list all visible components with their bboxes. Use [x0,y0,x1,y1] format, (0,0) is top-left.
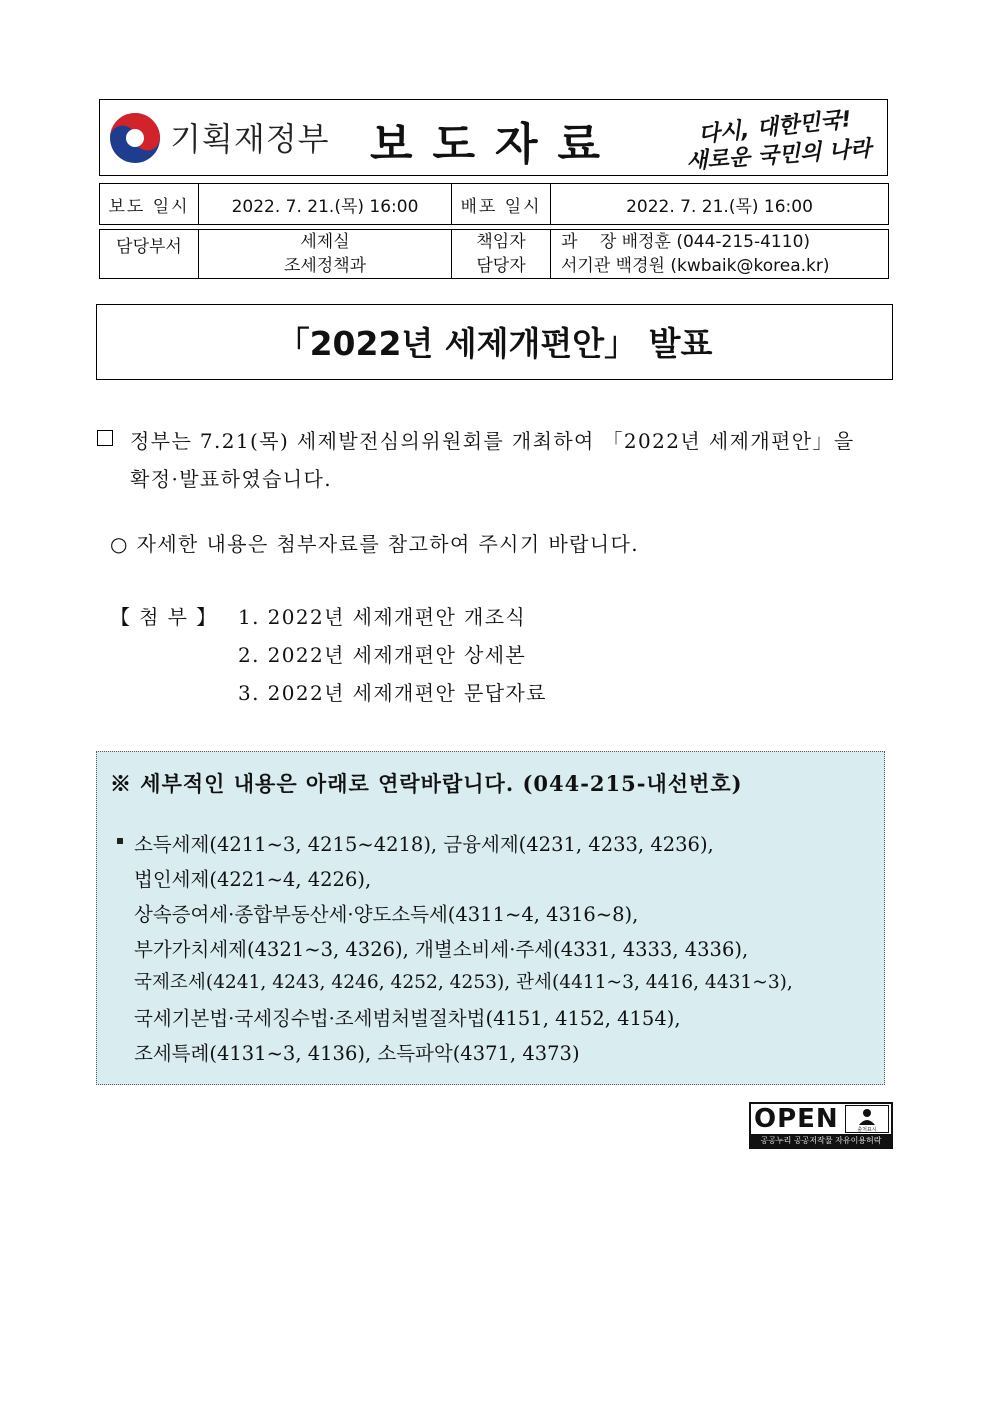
body-paragraph-1-line-1: 정부는 7.21(목) 세제발전심의위원회를 개최하여 「2022년 세제개편안」을 [130,429,855,453]
contact-person-cell [551,230,889,279]
contact-line-4: 부가가치세제(4321~3, 4326), 개별소비세·주세(4331, 4333, 4336), [134,938,749,961]
body-paragraph-2: ○ 자세한 내용은 첨부자료를 참고하여 주시기 바랍니다. [110,532,639,556]
department-label: 담당부서 [100,230,199,279]
open-license-footer: 공공누리 공공저작물 자유이용허락 [751,1134,891,1147]
contact-line-2: 법인세제(4221~4, 4226), [134,868,372,891]
role-cell [452,230,551,279]
distribution-date-label: 배포 일시 [452,184,551,225]
ministry-name: 기획재정부 [170,120,330,158]
person-icon [846,1106,888,1132]
contact-line-6: 국세기본법·국세징수법·조세범처벌절차법(4151, 4152, 4154), [134,1007,681,1030]
release-date-table [99,183,889,225]
attachment-item-3: 3. 2022년 세제개편안 문답자료 [238,681,547,705]
department-cell [199,230,452,279]
attribution-icon [845,1105,889,1133]
body-paragraph-1-line-2: 확정·발표하였습니다. [130,467,332,491]
department-division: 조세정책과 [283,256,367,276]
press-date-label: 보도 일시 [100,184,199,225]
attachment-item-1: 1. 2022년 세제개편안 개조식 [238,605,527,629]
department-table [99,229,889,279]
attachment-label: 【 첨 부 】 [110,605,218,629]
document-type-title: 보도자료 [370,119,621,170]
bullet-icon [117,838,123,844]
contact-line-3: 상속증여세·종합부동산세·양도소득세(4311~4, 4316~8), [134,903,639,926]
department-office: 세제실 [300,232,350,252]
government-emblem-icon [108,111,162,165]
role-staff: 담당자 [476,256,526,276]
role-manager: 책임자 [476,232,526,252]
contact-line-1: 소득세제(4211~3, 4215~4218), 금융세제(4231, 4233, 4236), [134,833,714,856]
contact-person-1: 과 장 배정훈 (044-215-4110) [561,232,811,252]
slogan-line-1: 다시, 대한민국! [697,107,853,148]
press-date-value: 2022. 7. 21.(목) 16:00 [199,184,452,225]
contact-person-2: 서기관 백경원 (kwbaik@korea.kr) [561,256,830,276]
press-release-title: 「2022년 세제개편안」 발표 [276,324,713,363]
license-type-label: 출처표시 [857,1127,877,1132]
contact-line-5: 국제조세(4241, 4243, 4246, 4252, 4253), 관세(4411~3, 4416, 4431~3), [134,972,793,993]
contact-line-7: 조세특례(4131~3, 4136), 소득파악(4371, 4373) [134,1042,580,1065]
open-logo-text: OPEN [754,1104,839,1134]
distribution-date-value: 2022. 7. 21.(목) 16:00 [551,184,889,225]
contact-heading: ※ 세부적인 내용은 아래로 연락바랍니다. (044-215-내선번호) [110,771,743,796]
attachment-item-2: 2. 2022년 세제개편안 상세본 [238,643,527,667]
checkbox-icon [97,430,113,446]
slogan-line-2: 새로운 국민의 나라 [685,136,873,175]
